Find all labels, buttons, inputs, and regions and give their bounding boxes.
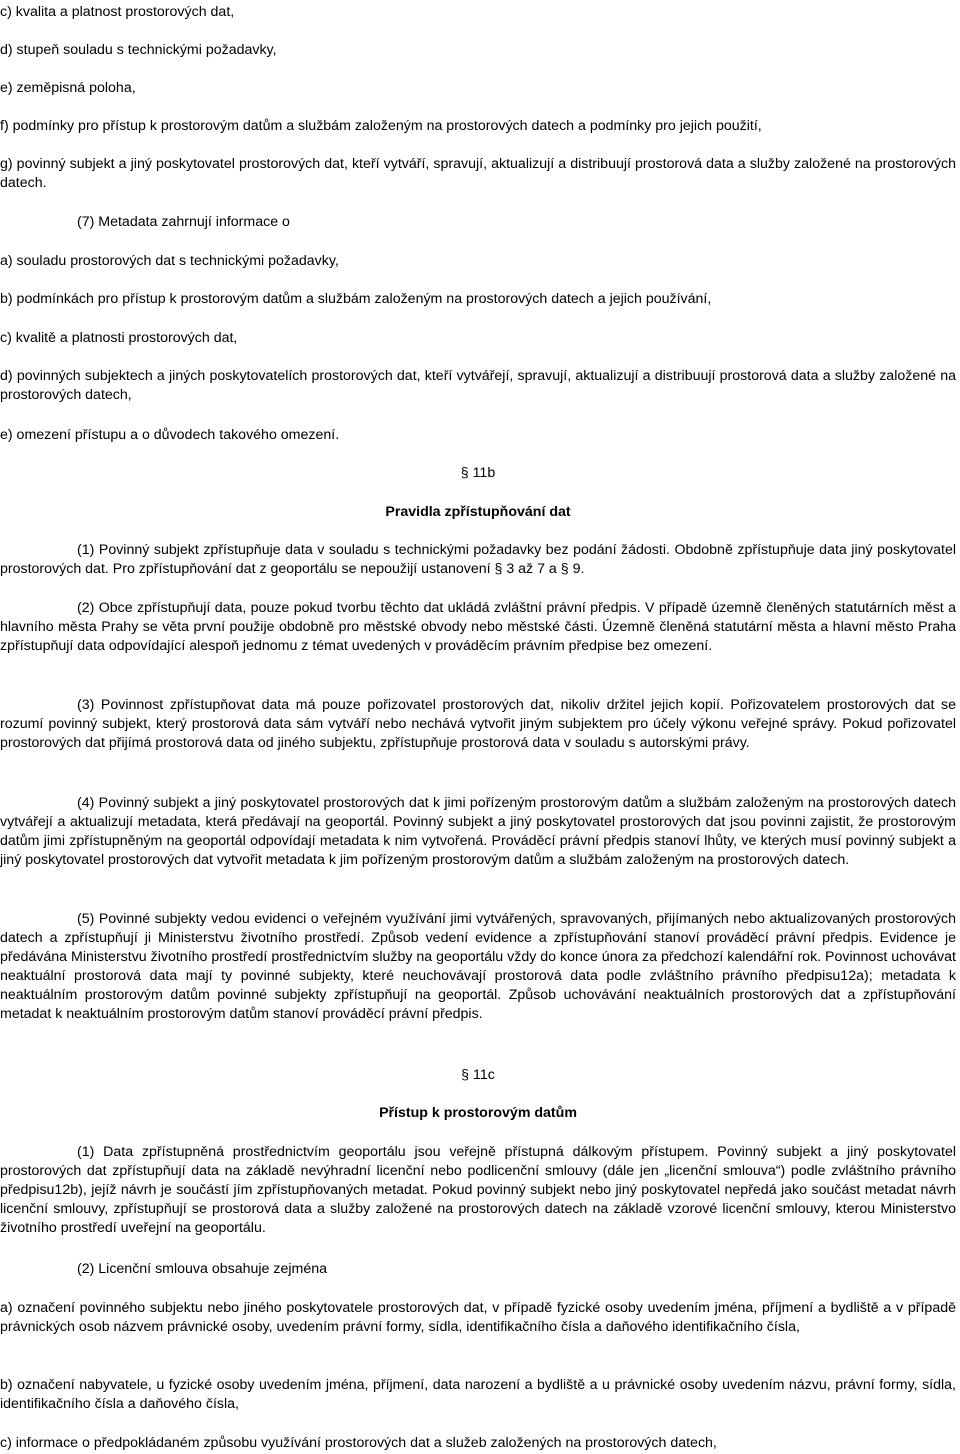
paragraph: (1) Data zpřístupněná prostřednictvím geoportálu jsou veřejně přístupná dálkovým přístupem. Povinný subjekt a jiný poskytovatel prostorových dat zpřístupňují data na základě nevýhradní licenční nebo podlicenční smlouvy (dále jen „licenční smlouva“) podle zvláštního právního předpisu12b), jejíž návrh je součástí jím zpřístupňovaných metadat. Pokud povinný subjekt nebo jiný poskytovatel nepředá jako součást metadat návrh licenční smlouvy, zpřístupňují se prostorová data a služby založené na prostorových datech na základě vzorové licenční smlouvy, kterou Ministerstvo životního prostředí uveřejní na geoportálu.: [0, 1144, 956, 1236]
list-item: e) omezení přístupu a o důvodech takového omezení.: [0, 427, 340, 443]
list-item: a) souladu prostorových dat s technickými požadavky,: [0, 253, 339, 269]
list-item: c) kvalitě a platnosti prostorových dat,: [0, 330, 238, 346]
paragraph: (3) Povinnost zpřístupňovat data má pouze pořizovatel prostorových dat, nikoliv držitel jejich kopií. Pořizovatelem prostorových dat se rozumí povinný subjekt, který prostorová data sám vytváří nebo nechává vytvořit jiným subjektem pro účely výkonu veřejné správy. Pokud pořizovatel prostorových dat přijímá prostorová data od jiného subjektu, zpřístupňuje prostorová data v souladu s autorskými právy.: [0, 697, 956, 751]
list-item: d) povinných subjektech a jiných poskytovatelích prostorových dat, kteří vytvářejí, spravují, aktualizují a distribuují prostorová data a služby založené na prostorových datech,: [0, 368, 956, 403]
list-item: e) zeměpisná poloha,: [0, 80, 136, 96]
paragraph-intro: (7) Metadata zahrnují informace o: [77, 214, 290, 230]
paragraph: (1) Povinný subjekt zpřístupňuje data v souladu s technickými požadavky bez podání žádosti. Obdobně zpřístupňuje data jiný poskytovatel prostorových dat. Pro zpřístupňování dat z geoportálu se nepoužijí ustanovení § 3 až 7 a § 9.: [0, 542, 956, 577]
section-title: Přístup k prostorovým datům: [379, 1105, 577, 1121]
list-item: c) kvalita a platnost prostorových dat,: [0, 4, 235, 20]
section-title: Pravidla zpřístupňování dat: [385, 504, 571, 520]
paragraph: (2) Licenční smlouva obsahuje zejména: [77, 1261, 327, 1277]
list-item: a) označení povinného subjektu nebo jiného poskytovatele prostorových dat, v případě fyzické osoby uvedením jména, příjmení a bydliště a v případě právnických osob názvem právnické osoby, uvedením právní formy, sídla, identifikačního čísla a daňového identifikačního čísla,: [0, 1300, 956, 1335]
list-item: b) podmínkách pro přístup k prostorovým datům a službám založeným na prostorových datech a jejich používání,: [0, 291, 712, 307]
list-item: b) označení nabyvatele, u fyzické osoby uvedením jména, příjmení, data narození a bydliště a u právnické osoby uvedením názvu, právní formy, sídla, identifikačního čísla a daňového čísla,: [0, 1377, 956, 1412]
section-number: § 11b: [460, 465, 496, 481]
list-item: d) stupeň souladu s technickými požadavky,: [0, 42, 277, 58]
paragraph: (2) Obce zpřístupňují data, pouze pokud tvorbu těchto dat ukládá zvláštní právní předpis. V případě územně členěných statutárních měst a hlavního města Prahy se věta první použije obdobně pro městské obvody nebo městské části. Územně členěná statutární města a hlavní město Praha zpřístupňují data odpovídající alespoň jednomu z témat uvedených v prováděcím právním předpise bez omezení.: [0, 600, 956, 654]
paragraph: (5) Povinné subjekty vedou evidenci o veřejném využívání jimi vytvářených, spravovaných, přijímaných nebo aktualizovaných prostorových datech a zpřístupňují ji Ministerstvu životního prostředí. Způsob vedení evidence a zpřístupňování stanoví prováděcí právní předpis. Evidence je předávána Ministerstvu životního prostředí prostřednictvím služby na geoportálu vždy do konce února za předchozí kalendářní rok. Povinnost uchovávat neaktuální prostorová data mají ty povinné subjekty, které neuchovávají prostorová data podle zvláštního právního předpisu12a); metadata k neaktuálním prostorovým datům povinné subjekty zpřístupňují na geoportál. Způsob uchovávání neaktuálních prostorových dat a zpřístupňování metadat k neaktuálním prostorovým datům stanoví prováděcí právní předpis.: [0, 911, 956, 1022]
list-item: f) podmínky pro přístup k prostorovým datům a službám založeným na prostorových datech a podmínky pro jejich použití,: [0, 118, 762, 134]
list-item: c) informace o předpokládaném způsobu využívání prostorových dat a služeb založených na prostorových datech,: [0, 1435, 717, 1451]
paragraph: (4) Povinný subjekt a jiný poskytovatel prostorových dat k jimi pořízeným prostorovým datům a službám založeným na prostorových datech vytvářejí a aktualizují metadata, která předávají na geoportál. Povinný subjekt a jiný poskytovatel prostorových dat jsou povinni zajistit, že prostorovým datům jimi zpřístupněným na geoportál odpovídají metadata k nim vytvořená. Prováděcí právní předpis stanoví lhůty, ve kterých musí povinný subjekt a jiný poskytovatel prostorových dat vytvořit metadata k jim pořízeným prostorovým datům a službám založeným na prostorových datech.: [0, 795, 956, 868]
list-item: g) povinný subjekt a jiný poskytovatel prostorových dat, kteří vytváří, spravují, aktualizují a distribuují prostorová data a služby založené na prostorových datech.: [0, 156, 956, 191]
section-number: § 11c: [461, 1067, 495, 1083]
